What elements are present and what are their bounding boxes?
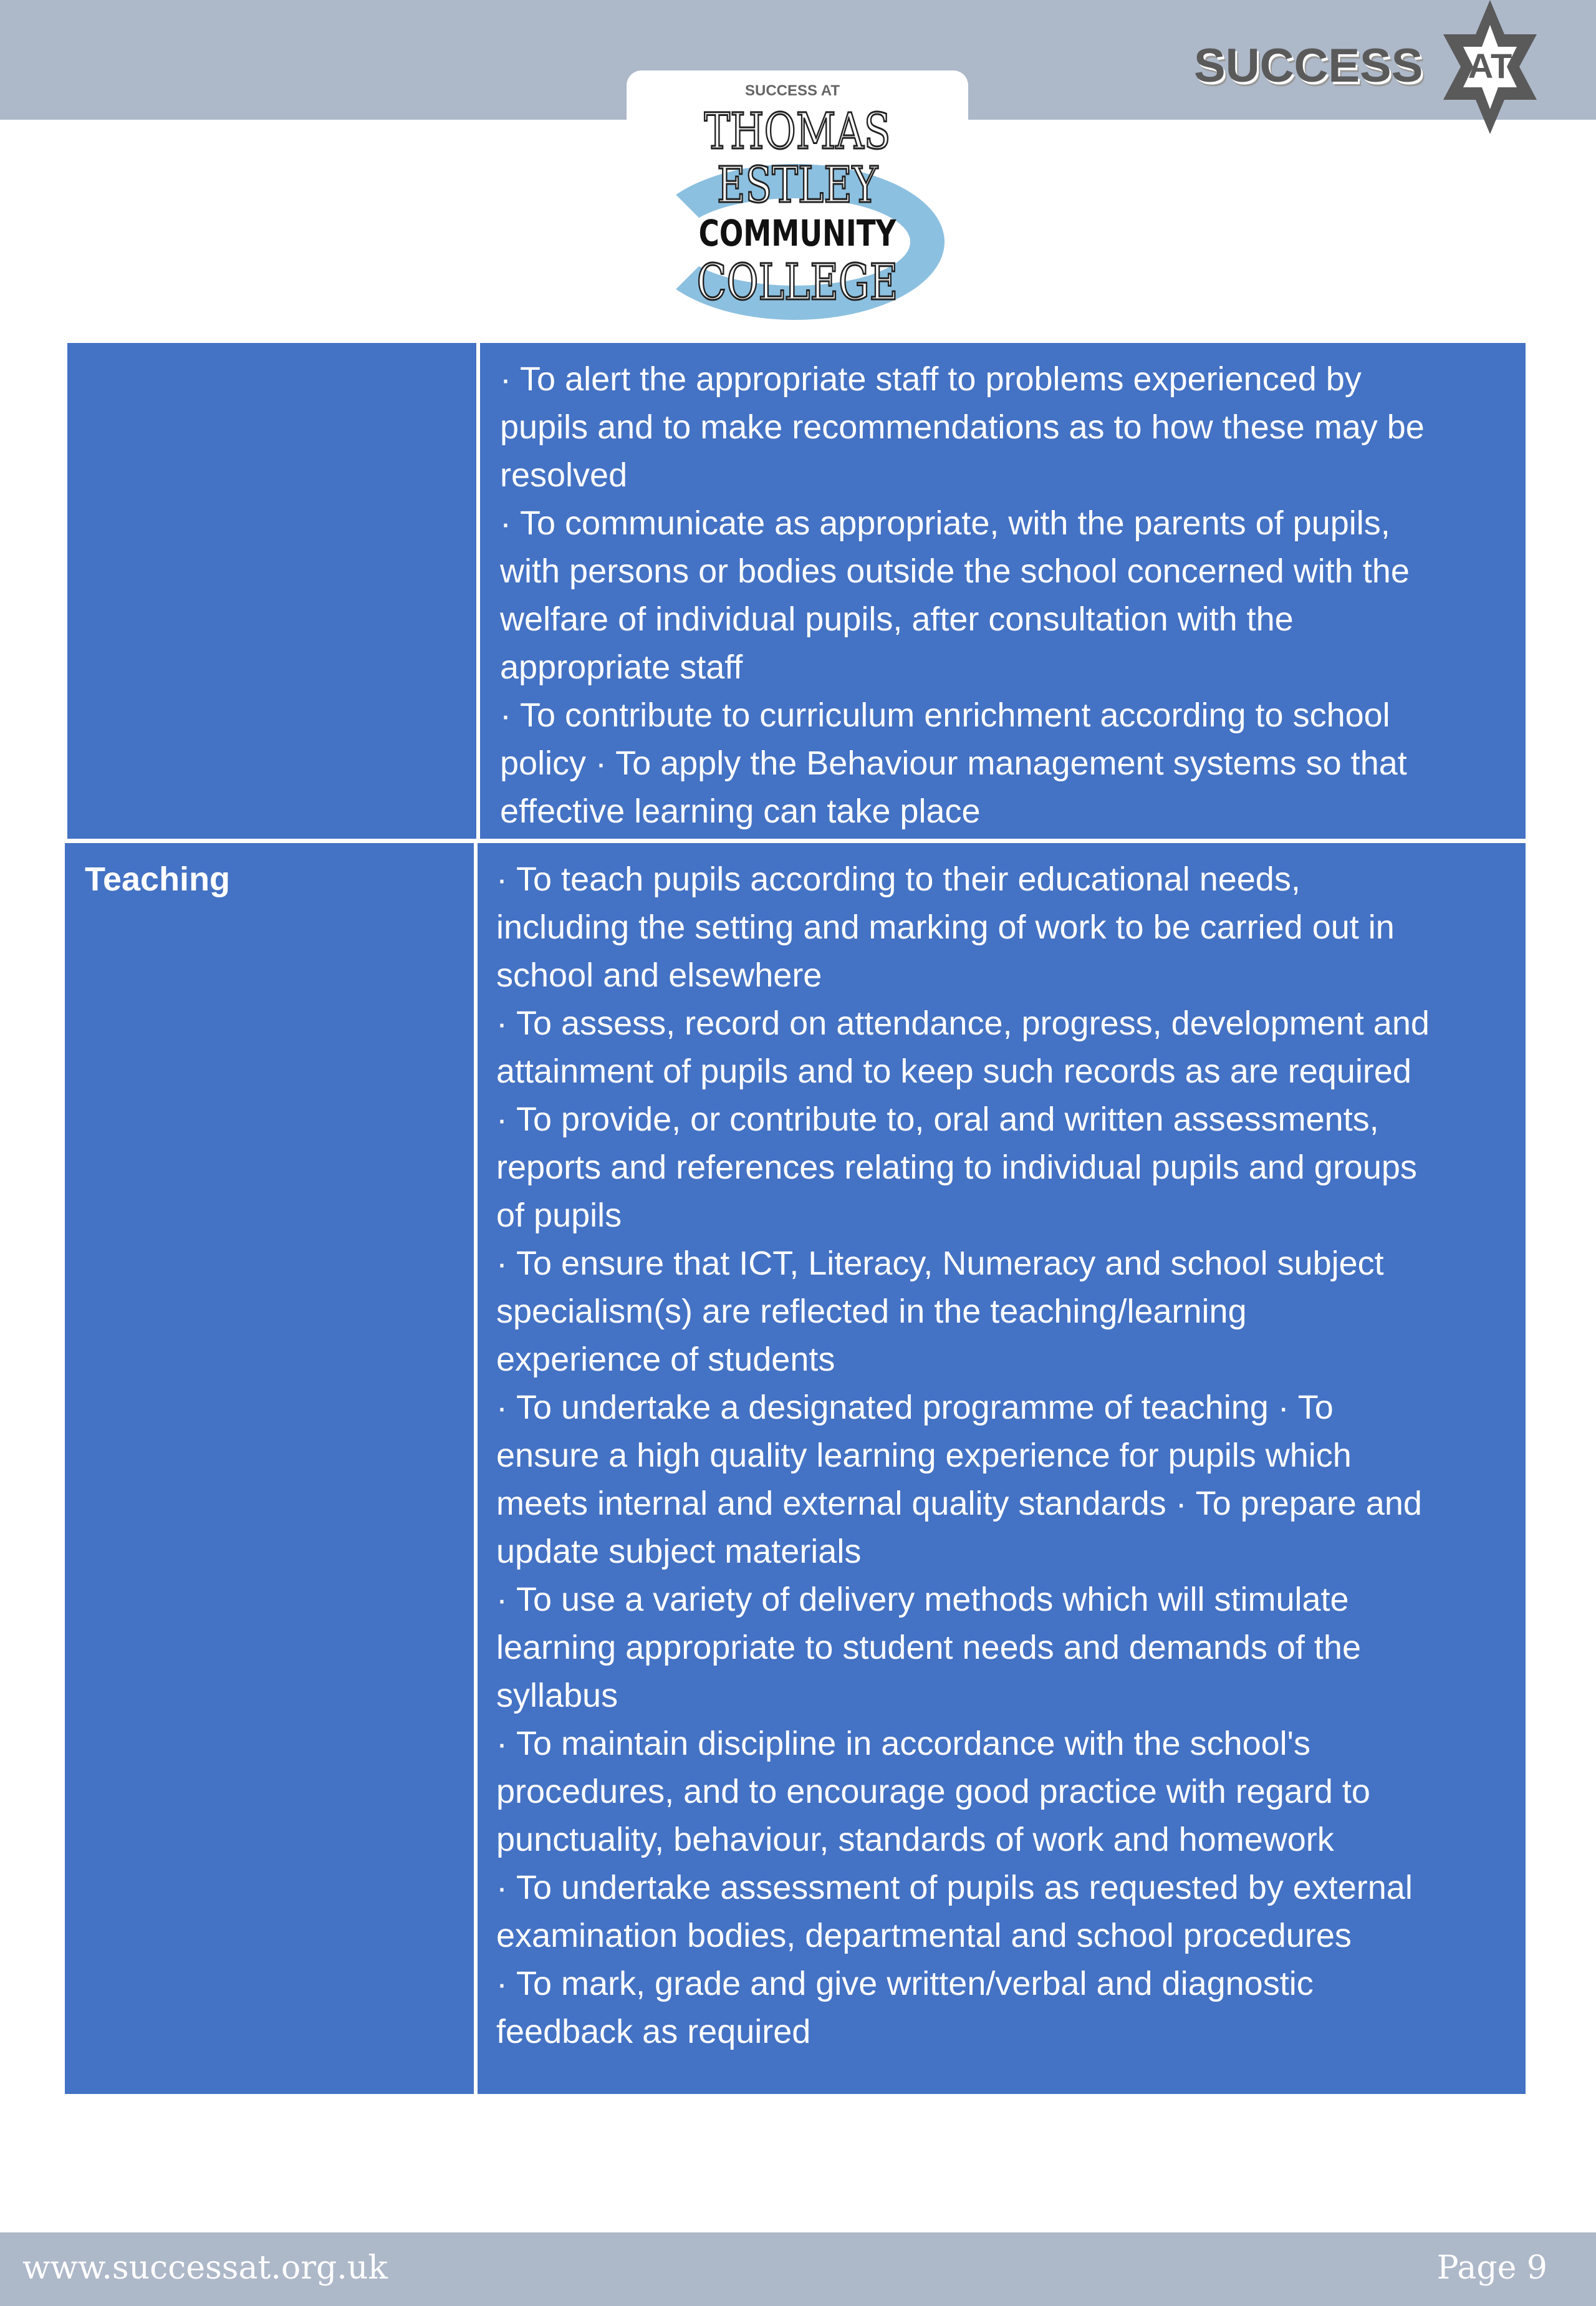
text-line: pupils and to make recommendations as to how these may be [500,408,1425,446]
text-line: · To ensure that ICT, Literacy, Numeracy and school subject [496,1245,1384,1282]
logo-line: ESTLEY [716,156,878,214]
logo-line: THOMAS [704,102,891,160]
text-line: procedures, and to encourage good practice with regard to [496,1773,1370,1810]
text-line: experience of students [496,1341,835,1378]
row-label-teaching: Teaching [85,861,231,898]
text-line: · To alert the appropriate staff to problems experienced by [500,360,1362,398]
text-line: effective learning can take place [500,793,981,830]
school-logo [627,70,968,332]
brand-badge: AT [1468,46,1512,85]
school-logo-brand: SUCCESS AT [745,82,840,99]
row-content [496,856,1526,2056]
footer [0,2232,1596,2306]
logo-line: COMMUNITY [698,212,897,254]
footer-url[interactable]: www.successat.org.uk [22,2249,388,2287]
brand-text: SUCCESS [1194,39,1423,92]
text-line: · To maintain discipline in accordance with the school's [496,1725,1310,1762]
text-line: punctuality, behaviour, standards of work and homework [496,1821,1334,1858]
text-line: ensure a high quality learning experience for pupils which [496,1437,1352,1474]
text-line: · To communicate as appropriate, with the parents of pupils, [500,504,1390,542]
text-line: welfare of individual pupils, after consultation with the [500,601,1294,638]
table-row-2-content-cell [478,843,1526,2094]
text-line: · To mark, grade and give written/verbal and diagnostic [496,1965,1314,2002]
text-line: update subject materials [496,1533,862,1570]
text-line: school and elsewhere [496,957,822,994]
text-line: with persons or bodies outside the school concerned with the [500,552,1410,590]
text-line: syllabus [496,1677,618,1714]
logo-line: COLLEGE [696,253,898,311]
text-line: feedback as required [496,2013,811,2050]
text-line: · To provide, or contribute to, oral and written assessments, [496,1101,1379,1138]
text-line: appropriate staff [500,649,743,686]
row-content [500,355,1526,836]
text-line: resolved [500,456,628,494]
text-line: of pupils [496,1197,622,1234]
table-row-2-label-cell [65,843,474,2094]
text-line: · To teach pupils according to their educational needs, [496,861,1300,898]
table-row-1-label-cell [67,343,476,839]
successat-logo [1194,0,1543,134]
text-line: · To contribute to curriculum enrichment according to school [500,697,1390,734]
text-line: policy · To apply the Behaviour management systems so that [500,745,1407,782]
text-line: learning appropriate to student needs and demands of the [496,1629,1361,1666]
text-line: reports and references relating to individual pupils and groups [496,1149,1417,1186]
table-row-1-content-cell [480,343,1526,839]
star-icon [1443,0,1537,134]
text-line: attainment of pupils and to keep such records as are required [496,1053,1411,1090]
text-line: examination bodies, departmental and school procedures [496,1917,1352,1954]
text-line: · To use a variety of delivery methods which will stimulate [496,1581,1349,1618]
text-line: including the setting and marking of work to be carried out in [496,909,1395,946]
page-number: Page 9 [1436,2249,1547,2287]
text-line: · To assess, record on attendance, progress, development and [496,1005,1430,1042]
text-line: · To undertake assessment of pupils as requested by external [496,1869,1413,1906]
text-line: · To undertake a designated programme of teaching · To [496,1389,1334,1426]
text-line: specialism(s) are reflected in the teaching/learning [496,1293,1247,1330]
text-line: meets internal and external quality standards · To prepare and [496,1485,1422,1522]
